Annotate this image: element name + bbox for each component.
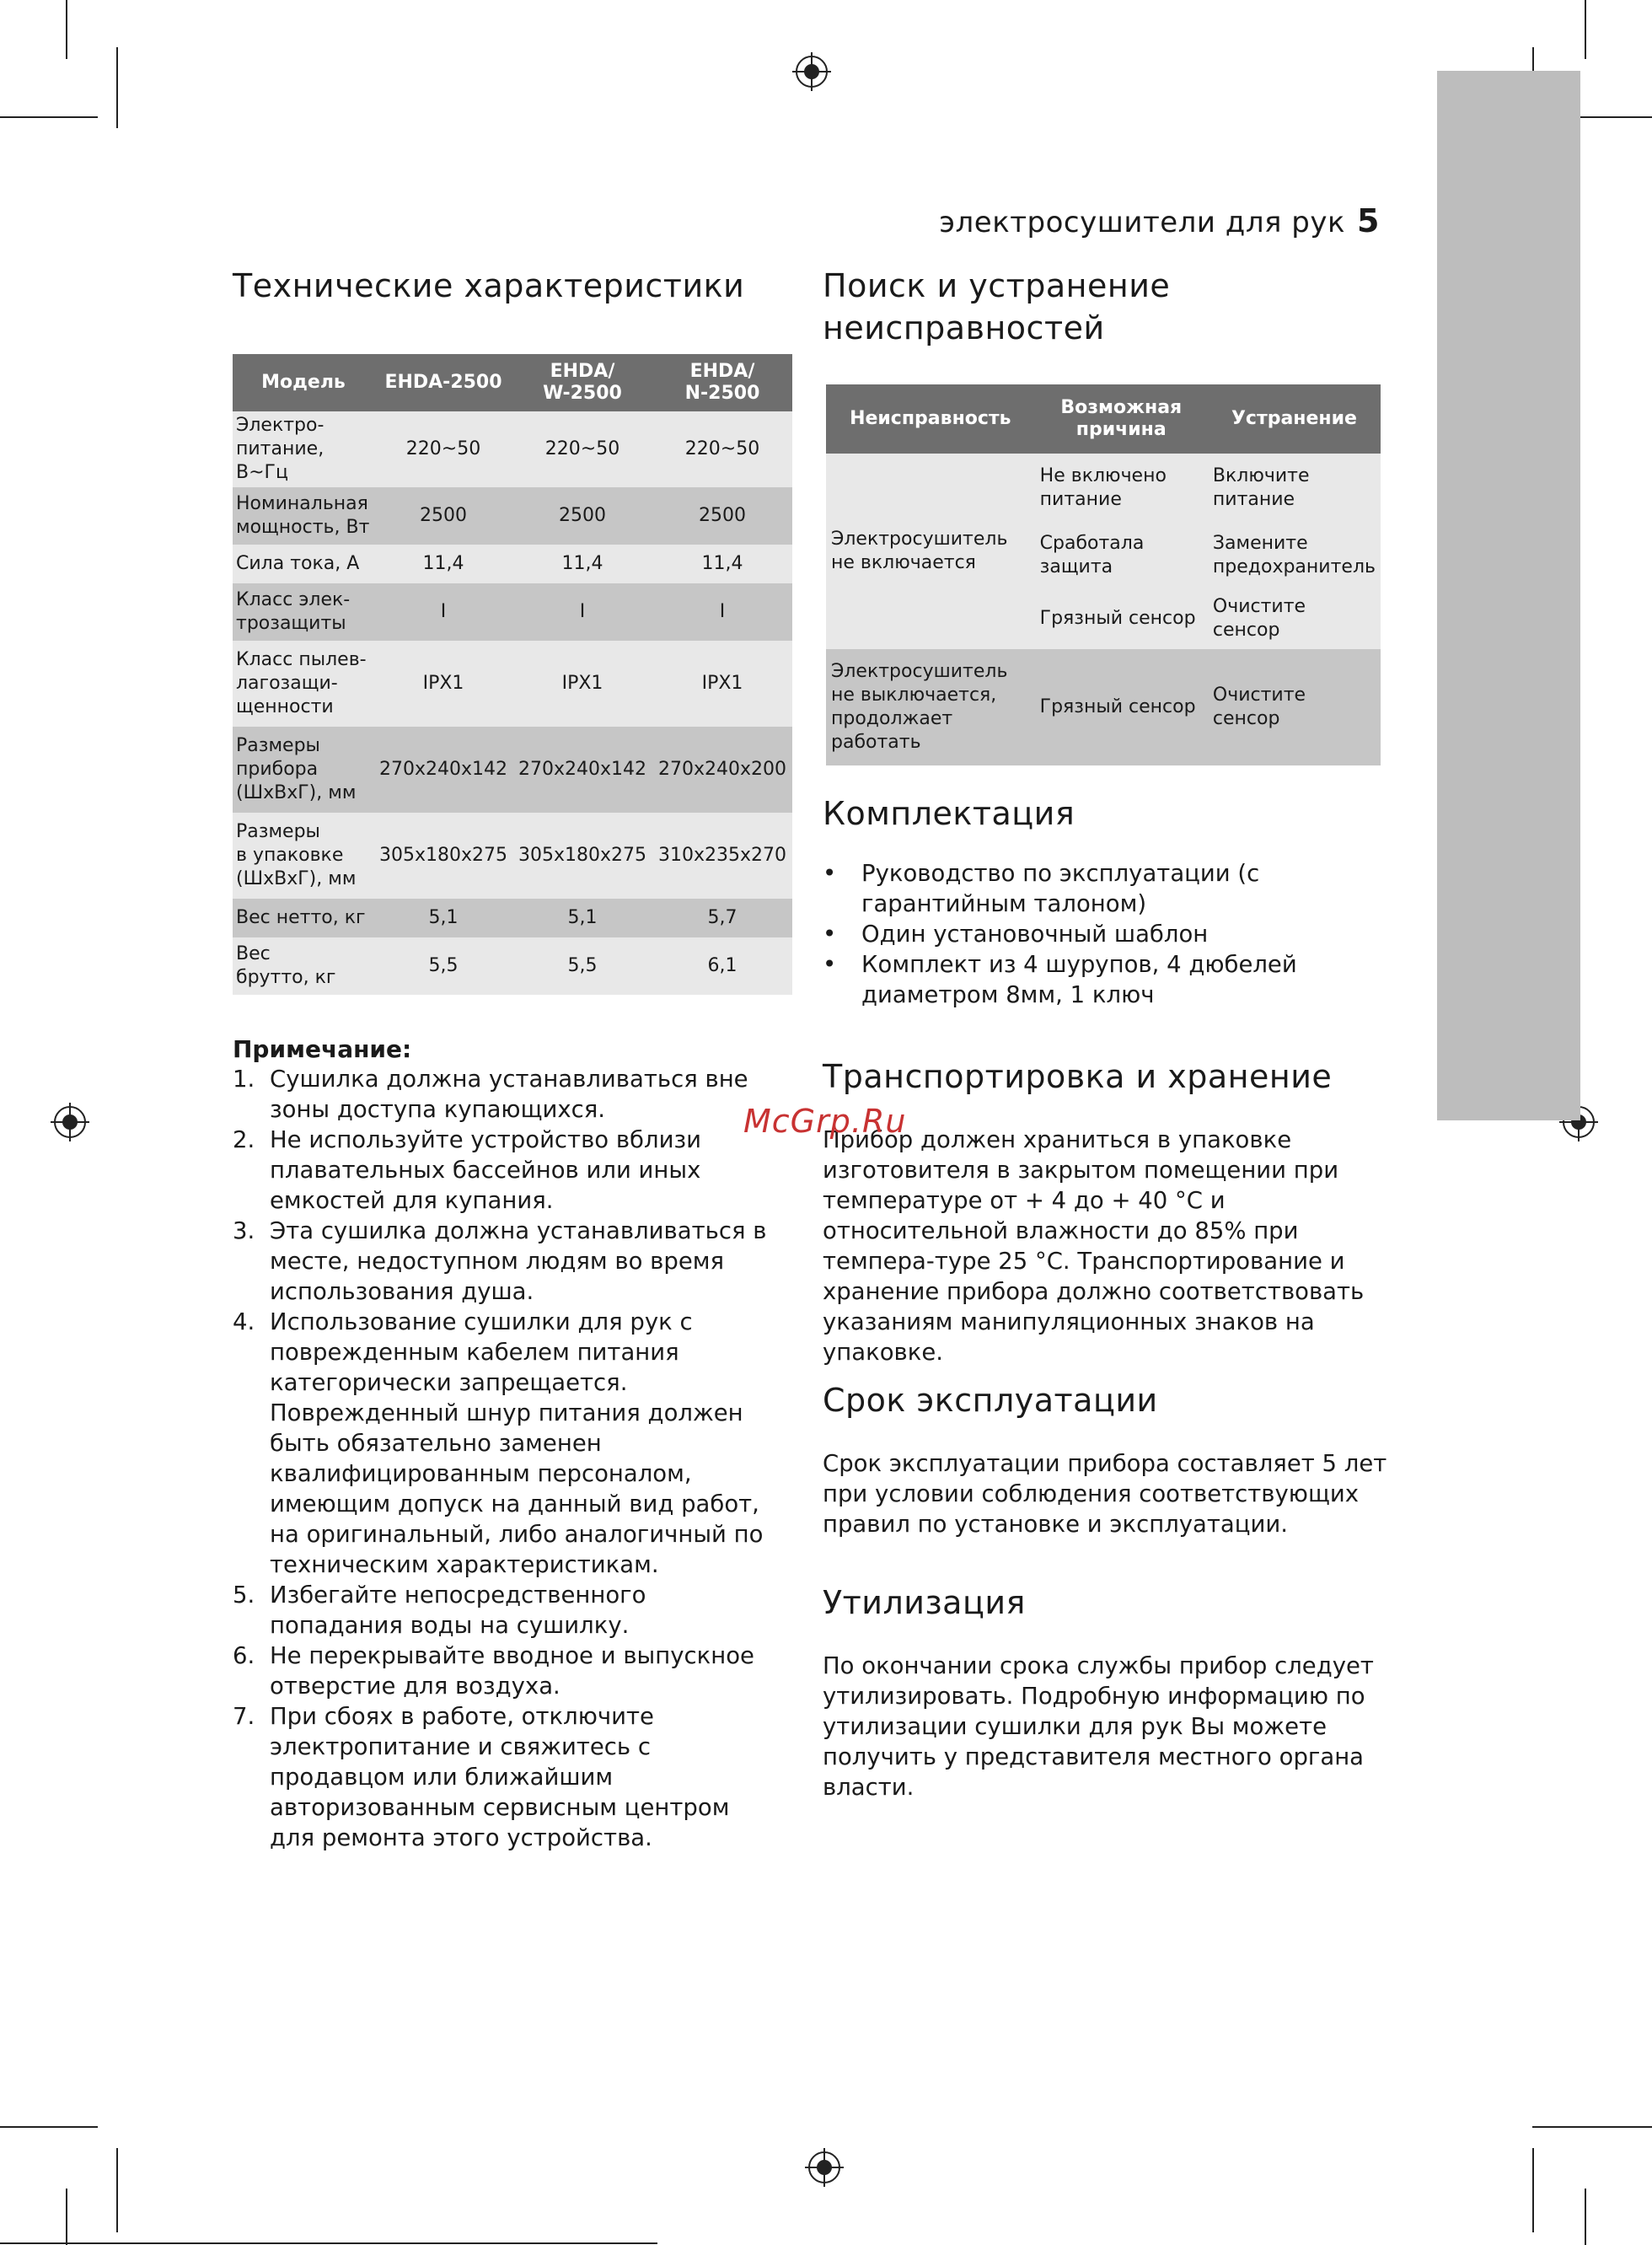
disposal-text: По окончании срока службы прибор следует утилизировать. Подробную информацию по утилизации сушилки для рук Вы можете получить у представителя местного органа власти. xyxy=(823,1652,1374,1801)
list-item: • Руководство по эксплуатации (с гарантийным талоном) xyxy=(823,858,1396,919)
spec-value: 305x180x275 xyxy=(512,813,652,899)
list-number: 3. xyxy=(233,1217,255,1244)
note-text: Избегайте непосредственного попадания воды на сушилку. xyxy=(270,1582,646,1639)
table-row xyxy=(233,487,792,545)
fix-cell: Очистите сенсор xyxy=(1208,649,1381,765)
note-text: Не перекрывайте вводное и выпускное отверстие для воздуха. xyxy=(270,1642,754,1700)
spec-value: 270x240x200 xyxy=(652,727,792,813)
specs-header: EHDA-2500 xyxy=(374,354,512,411)
spec-value: 220~50 xyxy=(374,411,512,487)
spec-label: Электро- питание, В~Гц xyxy=(233,411,374,487)
note-text: Эта сушилка должна устанавливаться в месте, недоступном людям во время использования душа. xyxy=(270,1217,767,1305)
spec-label: Сила тока, А xyxy=(233,545,374,583)
spec-value: 5,1 xyxy=(512,899,652,937)
list-number: 6. xyxy=(233,1642,255,1669)
specs-header: EHDA/ N-2500 xyxy=(652,354,792,411)
list-number: 7. xyxy=(233,1703,255,1730)
list-number: 4. xyxy=(233,1308,255,1335)
crop-mark xyxy=(66,2189,67,2245)
table-row xyxy=(233,813,792,899)
table-row xyxy=(233,899,792,937)
spec-value: 220~50 xyxy=(652,411,792,487)
note-text: Сушилка должна устанавливаться вне зоны доступа купающихся. xyxy=(270,1066,748,1123)
list-item xyxy=(233,1580,780,1641)
spec-value: 5,5 xyxy=(374,937,512,995)
spec-label: Размеры в упаковке (ШхВхГ), мм xyxy=(233,813,374,899)
table-row xyxy=(233,727,792,813)
specs-table xyxy=(233,354,792,995)
spec-label: Вес брутто, кг xyxy=(233,937,374,995)
spec-value: 2500 xyxy=(374,487,512,545)
specs-header: EHDA/ W-2500 xyxy=(512,354,652,411)
spec-label: Номинальная мощность, Вт xyxy=(233,487,374,545)
watermark: McGrp.Ru xyxy=(743,1103,907,1140)
spec-value: IPX1 xyxy=(374,641,512,727)
spec-value: 11,4 xyxy=(652,545,792,583)
lifetime-text: Срок эксплуатации прибора составляет 5 лет при условии соблюдения соответствующих правил по установке и эксплуатации. xyxy=(823,1450,1387,1538)
cause-cell: Грязный сенсор xyxy=(1035,588,1208,649)
running-head xyxy=(939,202,1380,239)
table-row xyxy=(233,937,792,995)
problem-cell: Электросушитель не включается xyxy=(826,454,1035,649)
spec-value: 2500 xyxy=(652,487,792,545)
list-number: 5. xyxy=(233,1582,255,1609)
list-item: • Комплект из 4 шурупов, 4 дюбелей диаметром 8мм, 1 ключ xyxy=(823,949,1396,1010)
crop-mark xyxy=(1585,2189,1586,2245)
list-item xyxy=(233,1701,780,1853)
spec-value: 310x235x270 xyxy=(652,813,792,899)
disposal-title: Утилизация xyxy=(823,1584,1026,1621)
spec-value: 5,5 xyxy=(512,937,652,995)
fix-cell: Очистите сенсор xyxy=(1208,588,1381,649)
fix-cell: Включите питание xyxy=(1208,454,1381,523)
specs-header: Модель xyxy=(233,354,374,411)
crop-mark xyxy=(0,2242,657,2244)
troubleshooting-header: Устранение xyxy=(1208,384,1381,454)
crop-mark xyxy=(66,0,67,59)
spec-value: 11,4 xyxy=(512,545,652,583)
registration-target-icon xyxy=(51,1103,89,1141)
spec-value: IPX1 xyxy=(652,641,792,727)
transport-text: Прибор должен храниться в упаковке изготовителя в закрытом помещении при температуре от + 4 до + 40 °C и относительной влажности до 85% при темпера-туре 25 °C. Транспортирование и хранение прибора должно соответствовать указаниям манипуляционных знаков на упаковке. xyxy=(823,1126,1365,1366)
crop-mark xyxy=(116,47,118,128)
spec-value: I xyxy=(652,583,792,641)
spec-value: 5,7 xyxy=(652,899,792,937)
spec-value: 6,1 xyxy=(652,937,792,995)
crop-mark xyxy=(1585,0,1586,59)
spec-value: IPX1 xyxy=(512,641,652,727)
registration-target-icon xyxy=(805,2148,844,2187)
crop-mark xyxy=(116,2148,118,2232)
note-text: Не используйте устройство вблизи плавательных бассейнов или иных емкостей для купания. xyxy=(270,1126,701,1214)
spec-value: 220~50 xyxy=(512,411,652,487)
list-item xyxy=(233,1064,780,1125)
spec-label: Размеры прибора (ШхВхГ), мм xyxy=(233,727,374,813)
side-tab xyxy=(1437,71,1580,1120)
crop-mark xyxy=(1532,2126,1652,2128)
note-text: При сбоях в работе, отключите электропитание и свяжитесь с продавцом или ближайшим авторизованным сервисным центром для ремонта этого устройства. xyxy=(270,1703,730,1851)
spec-value: 305x180x275 xyxy=(374,813,512,899)
spec-value: 2500 xyxy=(512,487,652,545)
list-item xyxy=(233,1125,780,1216)
transport-title: Транспортировка и хранение xyxy=(823,1058,1333,1095)
spec-label: Класс пылев- лагозащи- щенности xyxy=(233,641,374,727)
spec-value: 5,1 xyxy=(374,899,512,937)
list-item xyxy=(233,1307,780,1580)
spec-value: 270x240x142 xyxy=(512,727,652,813)
list-item xyxy=(233,1641,780,1701)
spec-label: Вес нетто, кг xyxy=(233,899,374,937)
list-item xyxy=(233,1216,780,1307)
notes-list xyxy=(233,1064,780,1853)
troubleshooting-table xyxy=(826,384,1381,765)
spec-value: I xyxy=(374,583,512,641)
spec-label: Класс элек- трозащиты xyxy=(233,583,374,641)
table-row xyxy=(826,649,1381,765)
troubleshooting-header: Возможная причина xyxy=(1035,384,1208,454)
kit-list xyxy=(823,858,1396,1010)
note-text: Использование сушилки для рук с поврежденным кабелем питания категорически запрещается. Поврежденный шнур питания должен быть обязательно заменен квалифицированным персоналом, имеющим допуск на данный вид работ, на оригинальный, либо аналогичный по техническим характеристикам. xyxy=(270,1308,764,1578)
table-row xyxy=(233,583,792,641)
crop-mark xyxy=(1532,2148,1534,2232)
list-number: 2. xyxy=(233,1126,255,1153)
troubleshooting-title: Поиск и устранение неисправностей xyxy=(823,267,1171,346)
cause-cell: Сработала защита xyxy=(1035,523,1208,588)
table-row xyxy=(233,545,792,583)
specs-title: Технические характеристики xyxy=(233,267,745,304)
registration-target-icon xyxy=(792,52,831,91)
troubleshooting-header: Неисправность xyxy=(826,384,1035,454)
spec-value: I xyxy=(512,583,652,641)
spec-value: 11,4 xyxy=(374,545,512,583)
lifetime-title: Срок эксплуатации xyxy=(823,1382,1158,1419)
running-head-title: электросушители для рук xyxy=(939,206,1346,239)
fix-cell: Замените предохранитель xyxy=(1208,523,1381,588)
cause-cell: Грязный сенсор xyxy=(1035,649,1208,765)
crop-mark xyxy=(0,116,98,118)
list-number: 1. xyxy=(233,1066,255,1093)
table-row xyxy=(233,641,792,727)
problem-cell: Электросушитель не выключается, продолжает работать xyxy=(826,649,1035,765)
notes-title: Примечание: xyxy=(233,1035,412,1063)
kit-title: Комплектация xyxy=(823,795,1075,832)
page-number: 5 xyxy=(1357,202,1380,239)
list-item: • Один установочный шаблон xyxy=(823,919,1396,949)
spec-value: 270x240x142 xyxy=(374,727,512,813)
table-row xyxy=(233,411,792,487)
crop-mark xyxy=(0,2126,98,2128)
cause-cell: Не включено питание xyxy=(1035,454,1208,523)
table-row xyxy=(826,454,1381,523)
